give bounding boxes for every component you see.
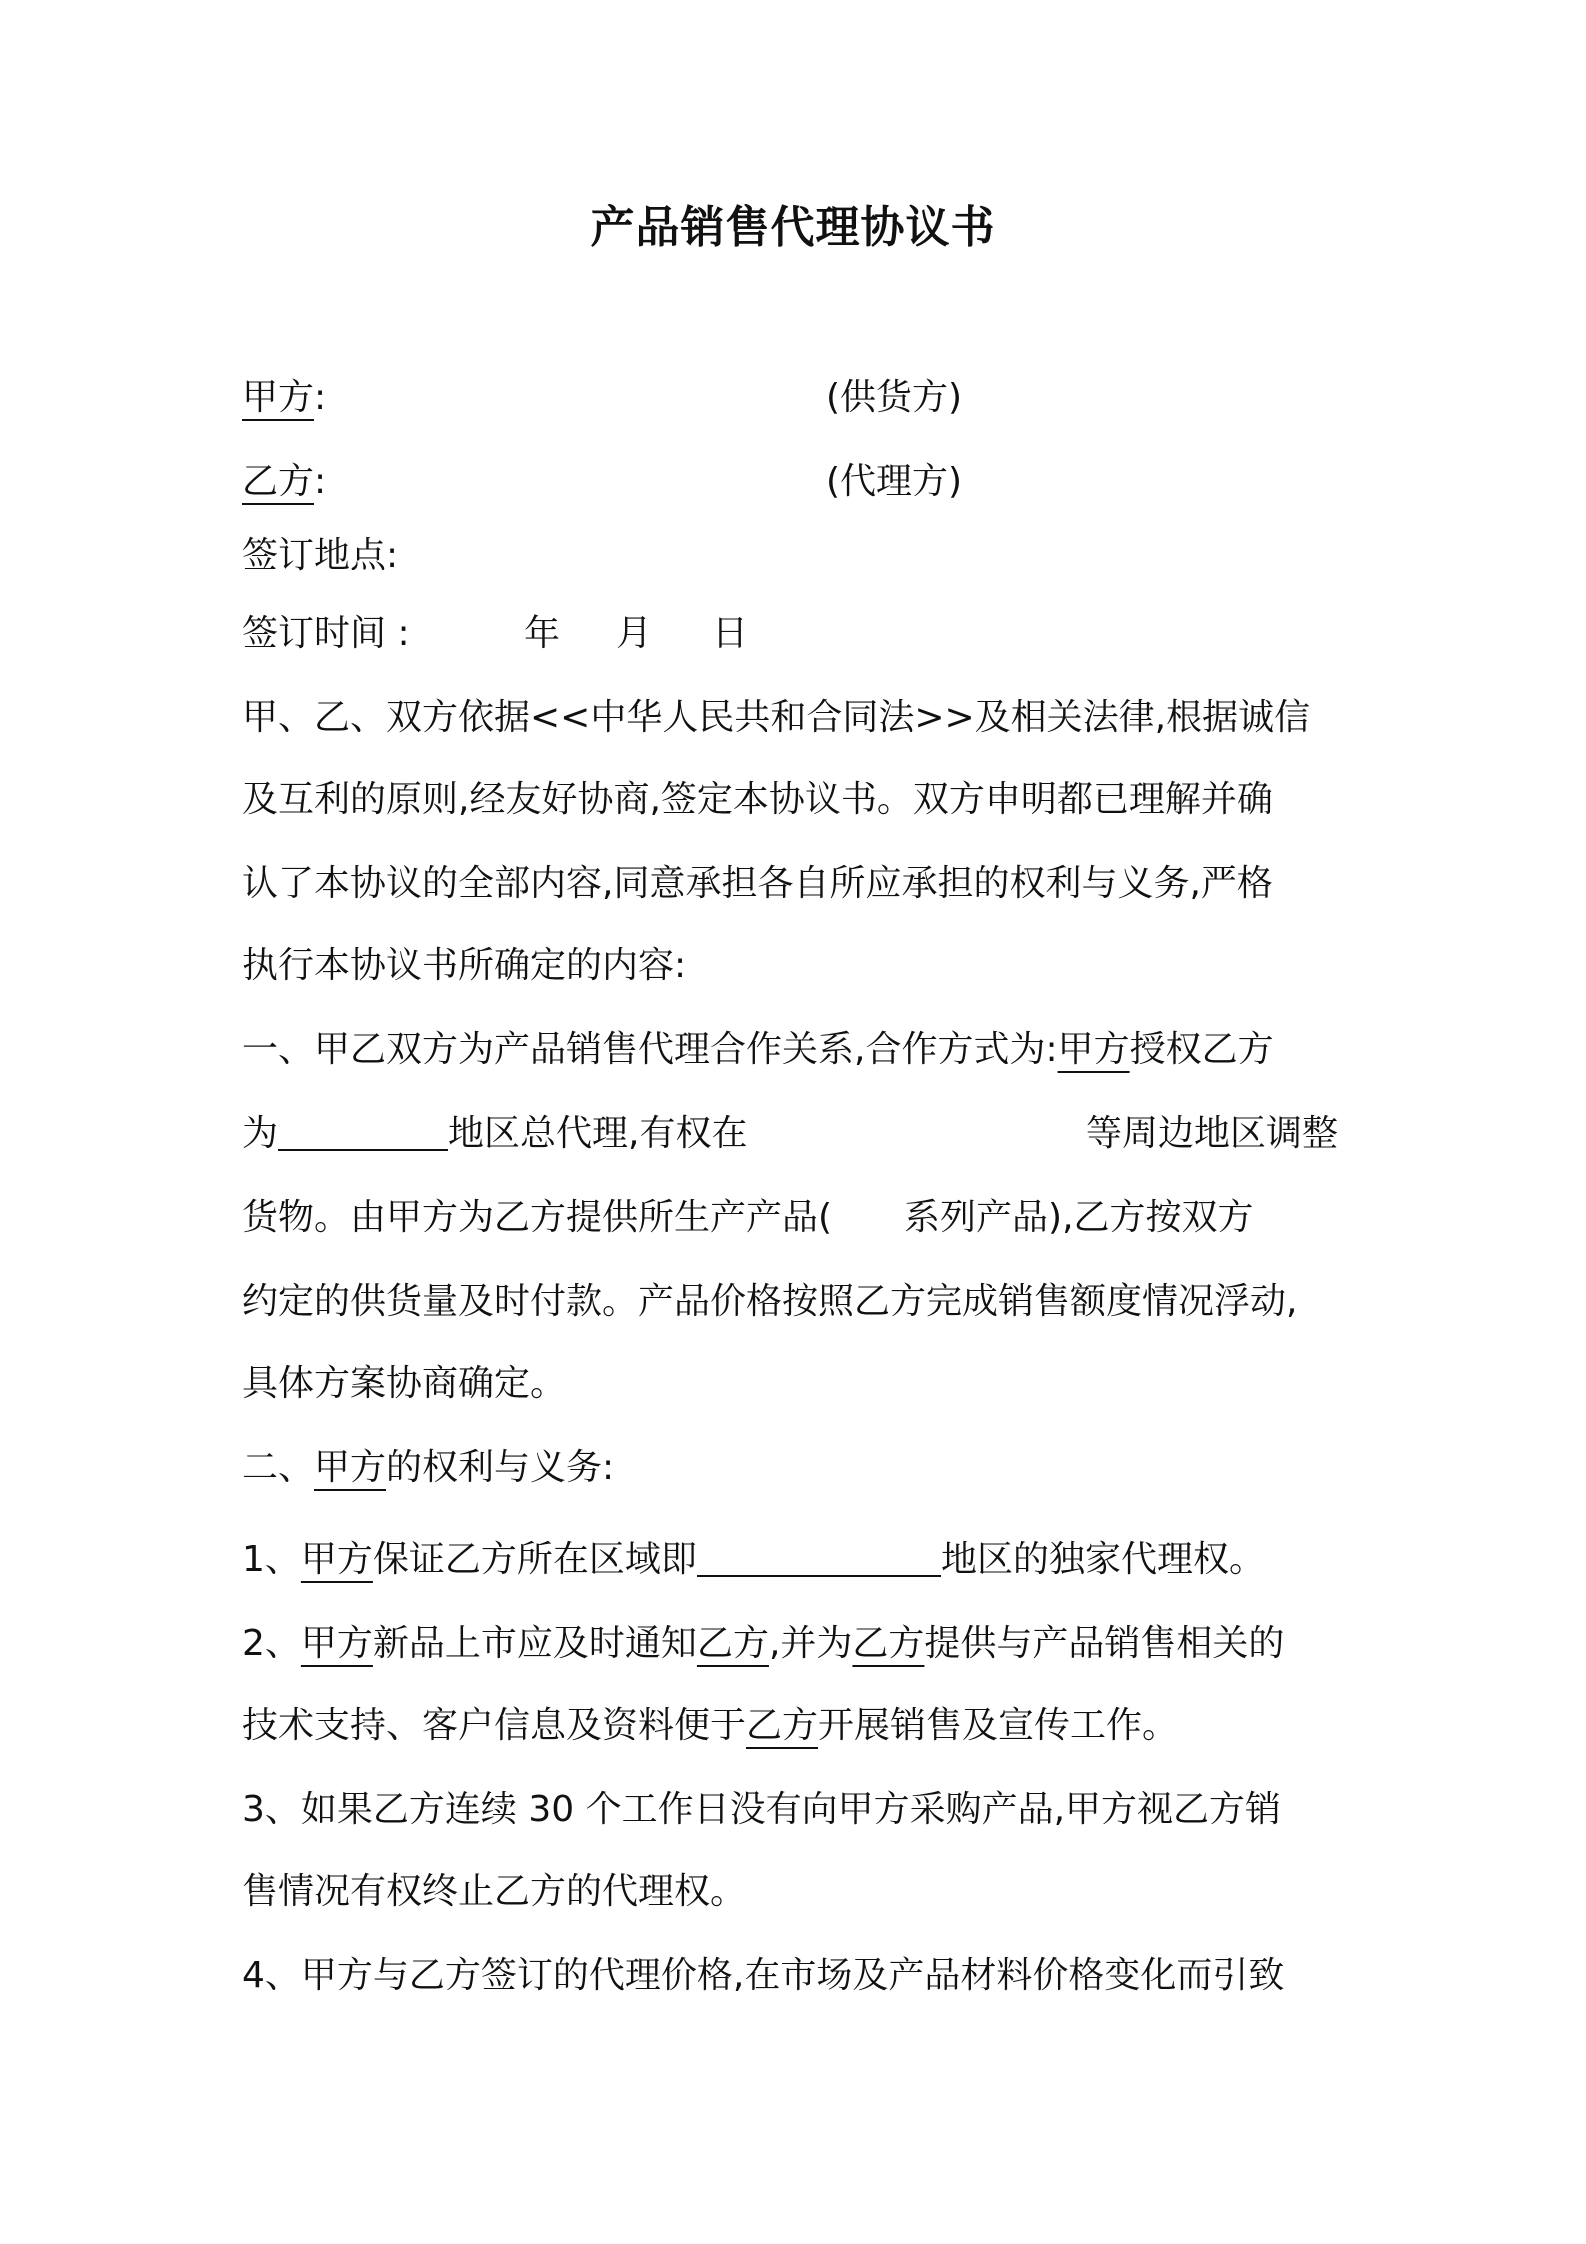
date-month: 月	[616, 613, 653, 654]
clause1-line-2	[242, 1108, 747, 1160]
intro-line-1: 甲、乙、双方依据<<中华人民共和合同法>>及相关法律,根据诚信	[242, 697, 1311, 738]
party-a-label: 甲方	[242, 377, 315, 418]
clause1-l2-pre: 为	[242, 1113, 279, 1154]
clause2-item-1	[242, 1534, 1265, 1586]
clause1-l1-pre: 一、甲乙双方为产品销售代理合作关系,合作方式为:	[242, 1029, 1058, 1070]
clause2-item-3-line-2: 售情况有权终止乙方的代理权。	[242, 1871, 747, 1912]
intro-line-2: 及互利的原则,经友好协商,签定本协议书。双方申明都已理解并确	[242, 779, 1273, 820]
item1-post: 地区的独家代理权。	[940, 1539, 1265, 1580]
clause2-item-4-line-1: 4、甲方与乙方签订的代理价格,在市场及产品材料价格变化而引致	[242, 1955, 1285, 1996]
party-b-colon: :	[314, 461, 327, 502]
item1-party-a: 甲方	[300, 1539, 373, 1580]
clause2-heading-pre: 二、	[242, 1447, 315, 1488]
document-title: 产品销售代理协议书	[590, 202, 996, 253]
party-b-role: (代理方)	[826, 461, 963, 502]
intro-line-4: 执行本协议书所确定的内容:	[242, 945, 687, 986]
clause2-heading-party-a: 甲方	[314, 1447, 387, 1488]
item2-party-a: 甲方	[300, 1623, 373, 1664]
party-a-line	[242, 372, 326, 424]
signing-date-label: 签订时间 :	[242, 613, 410, 654]
item2-party-b-2: 乙方	[852, 1623, 925, 1664]
clause1-l1-post: 授权乙方	[1129, 1029, 1274, 1070]
item1-mid: 保证乙方所在区域即	[372, 1539, 697, 1580]
item2-num: 2、	[242, 1623, 301, 1664]
clause1-l3-pre: 货物。由甲方为乙方提供所生产产品(	[242, 1197, 833, 1238]
party-a-colon: :	[314, 377, 327, 418]
item2-post: 提供与产品销售相关的	[924, 1623, 1285, 1664]
clause2-item-2-line-2	[242, 1700, 1178, 1752]
item2-mid1: 新品上市应及时通知	[372, 1623, 697, 1664]
clause1-line-1	[242, 1024, 1274, 1076]
party-b-line	[242, 456, 326, 508]
item2-party-b-1: 乙方	[696, 1623, 769, 1664]
clause2-heading-post: 的权利与义务:	[386, 1447, 615, 1488]
clause2-heading	[242, 1442, 614, 1494]
party-a-role: (供货方)	[826, 377, 963, 418]
party-b-label: 乙方	[242, 461, 315, 502]
date-day: 日	[712, 613, 749, 654]
clause1-l3-post: 系列产品),乙方按双方	[904, 1197, 1254, 1238]
signing-place: 签订地点:	[242, 535, 399, 576]
clause1-line-4: 约定的供货量及时付款。产品价格按照乙方完成销售额度情况浮动,	[242, 1281, 1298, 1322]
clause2-item-3-line-1: 3、如果乙方连续 30 个工作日没有向甲方采购产品,甲方视乙方销	[242, 1789, 1282, 1830]
item2-l2-party-b: 乙方	[746, 1705, 819, 1746]
intro-line-3: 认了本协议的全部内容,同意承担各自所应承担的权利与义务,严格	[242, 863, 1273, 904]
clause1-party-a: 甲方	[1057, 1029, 1130, 1070]
item2-mid2: ,并为	[768, 1623, 853, 1664]
clause1-l2-mid: 地区总代理,有权在	[448, 1113, 748, 1154]
exclusive-region-blank[interactable]	[697, 1535, 941, 1577]
clause2-item-2-line-1	[242, 1618, 1284, 1670]
item1-num: 1、	[242, 1539, 301, 1580]
region-blank[interactable]	[278, 1109, 448, 1151]
date-year: 年	[524, 613, 561, 654]
item2-l2-post: 开展销售及宣传工作。	[818, 1705, 1179, 1746]
item2-l2-pre: 技术支持、客户信息及资料便于	[242, 1705, 747, 1746]
clause1-l2-post: 等周边地区调整	[1086, 1113, 1339, 1154]
clause1-line-5: 具体方案协商确定。	[242, 1363, 567, 1404]
clause1-line-3	[242, 1192, 1254, 1244]
